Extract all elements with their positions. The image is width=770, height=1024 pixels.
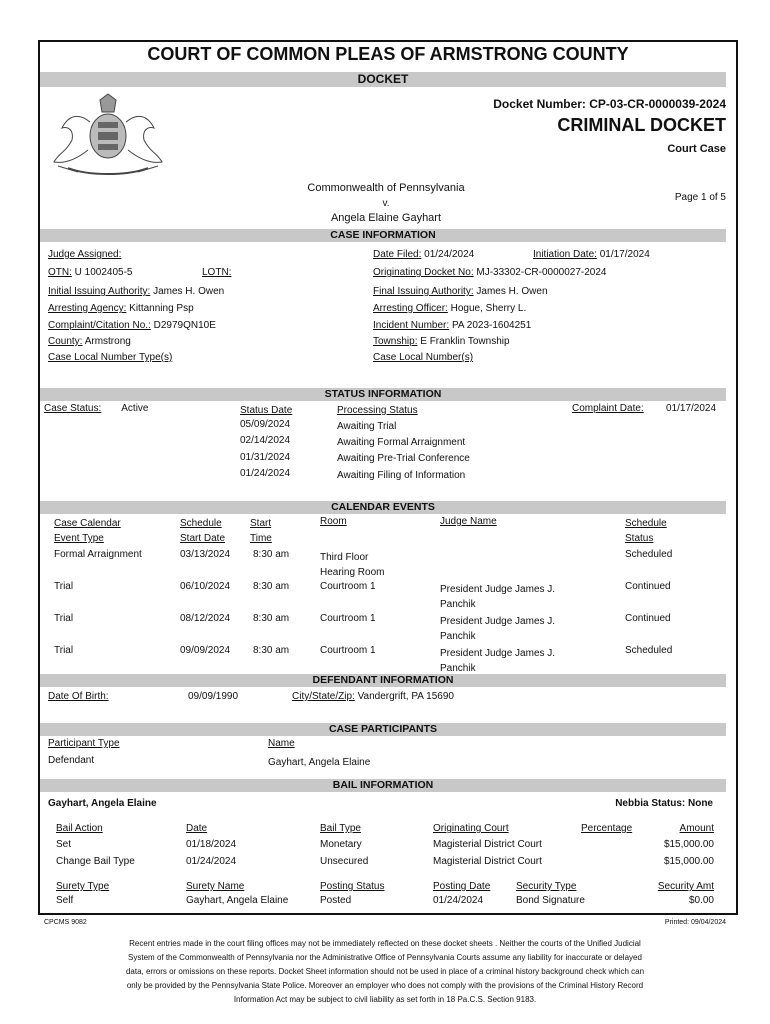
date-filed-field: Date Filed: 01/24/2024 <box>373 249 475 260</box>
processing-status: Awaiting Trial <box>337 421 397 432</box>
bail-amount: $15,000.00 <box>663 856 714 867</box>
bail-date: 01/18/2024 <box>186 839 237 850</box>
case-local-number-type-label: Case Local Number Type(s) <box>48 352 173 363</box>
caption-v: v. <box>382 198 390 209</box>
participant-name: Gayhart, Angela Elaine <box>268 757 371 768</box>
originating-docket-field: Originating Docket No: MJ-33302-CR-0000027-2024 <box>373 267 607 278</box>
docket-number: Docket Number: CP-03-CR-0000039-2024 <box>493 97 726 111</box>
case-information-bar: CASE INFORMATION <box>40 229 726 242</box>
bail-type: Unsecured <box>320 856 369 867</box>
calendar-header-room: Room <box>320 516 347 527</box>
calendar-status: Continued <box>625 581 671 592</box>
calendar-start-date: 08/12/2024 <box>180 613 231 624</box>
bail-header-type: Bail Type <box>320 823 361 834</box>
status-date: 01/31/2024 <box>240 452 291 463</box>
posting-status: Posted <box>320 895 352 906</box>
bail-header-court: Originating Court <box>433 823 509 834</box>
dob-label: Date Of Birth: <box>48 691 109 702</box>
status-date: 01/24/2024 <box>240 468 291 479</box>
bail-amount: $15,000.00 <box>663 839 714 850</box>
case-local-number-label: Case Local Number(s) <box>373 352 474 363</box>
calendar-start-date: 09/09/2024 <box>180 645 231 656</box>
security-amt-header: Security Amt <box>657 881 714 892</box>
docket-bar: DOCKET <box>40 72 726 87</box>
bail-header-percentage: Percentage <box>581 823 633 834</box>
calendar-start-time: 8:30 am <box>253 613 290 624</box>
otn-field: OTN: U 1002405-5 <box>48 267 133 278</box>
calendar-start-time: 8:30 am <box>253 581 290 592</box>
defendant-information-bar: DEFENDANT INFORMATION <box>40 674 726 687</box>
participant-name-header: Name <box>268 738 295 749</box>
bail-header-action: Bail Action <box>56 823 103 834</box>
case-participants-bar: CASE PARTICIPANTS <box>40 723 726 736</box>
bail-court: Magisterial District Court <box>433 839 542 850</box>
initial-issuing-authority-field: Initial Issuing Authority: James H. Owen <box>48 286 225 297</box>
bail-action: Change Bail Type <box>56 856 135 867</box>
township-field: Township: E Franklin Township <box>373 336 510 347</box>
posting-status-header: Posting Status <box>320 881 385 892</box>
nebbia-status: Nebbia Status: None <box>615 798 713 809</box>
lotn-label: LOTN: <box>202 267 232 278</box>
calendar-start-time: 8:30 am <box>253 549 290 560</box>
disclaimer: Recent entries made in the court filing offices may not be immediately reflected on these docket sheets . Neither the courts of the Unified Judicial System of the Commonwealth of Pennsylvania nor the Administrative Office of Pennsylvania Courts assume any liability for inaccurate or delayed data, errors or omissions on these reports. Docket Sheet information should not be used in place of a criminal history background check which can only be provided by the Pennsylvania State Police. Moreover an employer who does not comply with the provisions of the Criminal History Record Information Act may be subject to civil liability as set forth in 18 Pa.C.S. Section 9183. <box>125 939 645 1004</box>
bail-date: 01/24/2024 <box>186 856 237 867</box>
calendar-status: Scheduled <box>625 645 673 656</box>
bail-court: Magisterial District Court <box>433 856 542 867</box>
dob-value: 09/09/1990 <box>188 691 239 702</box>
page-indicator: Page 1 of 5 <box>674 192 726 203</box>
surety-name: Gayhart, Angela Elaine <box>186 895 289 906</box>
posting-date-header: Posting Date <box>433 881 491 892</box>
bail-header-amount: Amount <box>679 823 714 834</box>
calendar-header-type: Case Calendar Event Type <box>54 518 121 544</box>
calendar-event-type: Formal Arraignment <box>54 549 142 560</box>
judge-assigned-label: Judge Assigned: <box>48 249 122 260</box>
calendar-status: Scheduled <box>625 549 673 560</box>
calendar-status: Continued <box>625 613 671 624</box>
calendar-header-start-time: Start Time <box>250 518 272 544</box>
calendar-judge: President Judge James J. Panchik <box>440 584 556 610</box>
participant-type: Defendant <box>48 755 95 766</box>
final-issuing-authority-field: Final Issuing Authority: James H. Owen <box>373 286 548 297</box>
pennsylvania-seal-icon <box>48 92 168 176</box>
calendar-judge: President Judge James J. Panchik <box>440 616 556 642</box>
court-title: COURT OF COMMON PLEAS OF ARMSTRONG COUNTY <box>147 44 629 64</box>
processing-status: Awaiting Formal Arraignment <box>337 437 466 448</box>
bail-person: Gayhart, Angela Elaine <box>48 798 157 809</box>
caption-defendant: Angela Elaine Gayhart <box>330 212 442 224</box>
calendar-header-status: Schedule Status <box>625 518 667 544</box>
security-amt: $0.00 <box>688 895 714 906</box>
surety-name-header: Surety Name <box>186 881 245 892</box>
processing-status: Awaiting Pre-Trial Conference <box>337 453 470 464</box>
calendar-judge: President Judge James J. Panchik <box>440 648 556 674</box>
calendar-room: Courtroom 1 <box>320 613 376 624</box>
form-id: CPCMS 9082 <box>44 919 87 926</box>
arresting-officer-field: Arresting Officer: Hogue, Sherry L. <box>373 303 527 314</box>
calendar-event-type: Trial <box>54 581 74 592</box>
incident-number-field: Incident Number: PA 2023-1604251 <box>373 320 532 331</box>
calendar-start-time: 8:30 am <box>253 645 290 656</box>
calendar-event-type: Trial <box>54 613 74 624</box>
printed-date: Printed: 09/04/2024 <box>664 919 726 926</box>
court-case-label: Court Case <box>667 143 726 155</box>
docket-type: CRIMINAL DOCKET <box>557 115 726 135</box>
participant-type-header: Participant Type <box>48 738 120 749</box>
calendar-events-bar: CALENDAR EVENTS <box>40 501 726 514</box>
calendar-event-type: Trial <box>54 645 74 656</box>
initiation-date-field: Initiation Date: 01/17/2024 <box>533 249 650 260</box>
bail-type: Monetary <box>320 839 362 850</box>
arresting-agency-field: Arresting Agency: Kittanning Psp <box>48 303 194 314</box>
case-status-field: Case Status: Active <box>44 403 149 414</box>
calendar-start-date: 03/13/2024 <box>180 549 231 560</box>
status-date: 02/14/2024 <box>240 435 291 446</box>
complaint-date-label: Complaint Date: <box>572 403 644 414</box>
calendar-room: Third Floor Hearing Room <box>320 552 385 578</box>
calendar-start-date: 06/10/2024 <box>180 581 231 592</box>
bail-action: Set <box>56 839 72 850</box>
processing-status-header: Processing Status <box>337 405 418 416</box>
county-field: County: Armstrong <box>48 336 131 347</box>
surety-type: Self <box>56 895 74 906</box>
caption-plaintiff: Commonwealth of Pennsylvania <box>307 182 465 194</box>
posting-date: 01/24/2024 <box>433 895 484 906</box>
complaint-date-value: 01/17/2024 <box>666 403 717 414</box>
calendar-header-judge: Judge Name <box>440 516 497 527</box>
status-date: 05/09/2024 <box>240 419 291 430</box>
bail-header-date: Date <box>186 823 208 834</box>
security-type-header: Security Type <box>516 881 577 892</box>
surety-type-header: Surety Type <box>56 881 110 892</box>
status-date-header: Status Date <box>240 405 293 416</box>
bail-information-bar: BAIL INFORMATION <box>40 779 726 792</box>
security-type: Bond Signature <box>516 895 585 906</box>
complaint-citation-field: Complaint/Citation No.: D2979QN10E <box>48 320 216 331</box>
city-state-zip-field: City/State/Zip: Vandergrift, PA 15690 <box>292 691 454 702</box>
calendar-header-start-date: Schedule Start Date <box>180 518 226 544</box>
calendar-room: Courtroom 1 <box>320 645 376 656</box>
status-information-bar: STATUS INFORMATION <box>40 388 726 401</box>
calendar-room: Courtroom 1 <box>320 581 376 592</box>
processing-status: Awaiting Filing of Information <box>337 470 466 481</box>
